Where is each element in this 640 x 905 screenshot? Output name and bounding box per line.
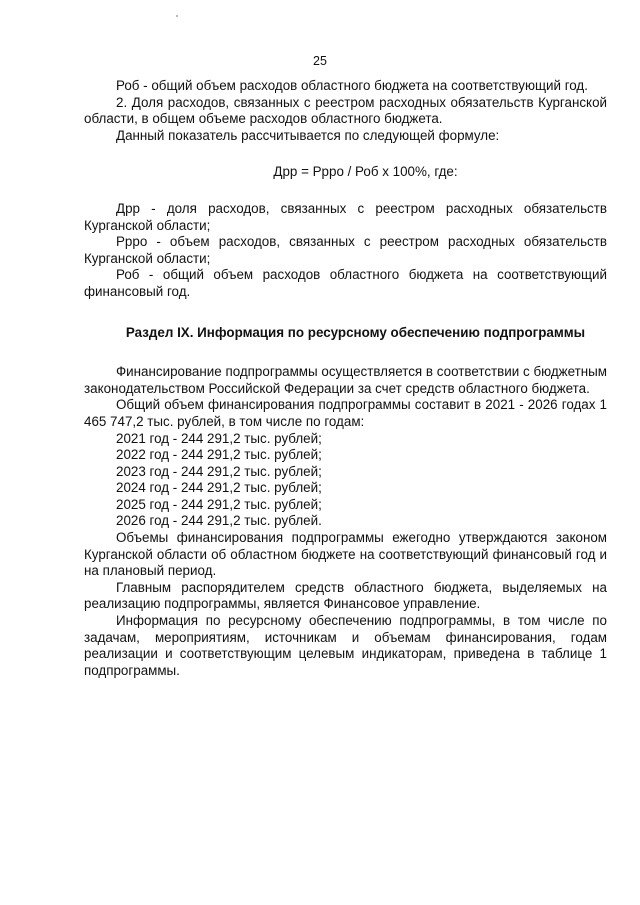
formula: Дрр = Ррро / Роб х 100%, где: <box>273 164 458 180</box>
section-heading: Раздел IX. Информация по ресурсному обеспечению подпрограммы <box>125 324 586 340</box>
year-line: 2025 год - 244 291,2 тыс. рублей; <box>116 496 322 512</box>
year-line: 2021 год - 244 291,2 тыс. рублей; <box>116 430 322 446</box>
scan-speck <box>176 15 178 17</box>
paragraph-formula-intro: Данный показатель рассчитывается по следующей формуле: <box>116 127 500 143</box>
paragraph-main-manager: Главным распорядителем средств областного бюджета, выделяемых на реализацию подпрограммы, является Финансовое управление. <box>84 579 607 612</box>
paragraph-financing-source: Финансирование подпрограммы осуществляется в соответствии с бюджетным законодательством Российской Федерации за счет средств областного бюджета. <box>84 364 607 396</box>
year-line: 2023 год - 244 291,2 тыс. рублей; <box>116 463 322 479</box>
paragraph-indicator-2: 2. Доля расходов, связанных с реестром расходных обязательств Курганской области, в общем объеме расходов областного бюджета. <box>84 94 607 127</box>
year-line: 2022 год - 244 291,2 тыс. рублей; <box>116 447 322 463</box>
page-number: 25 <box>313 54 327 68</box>
paragraph-rob-definition: Роб - общий объем расходов областного бюджета на соответствующий год. <box>116 78 588 93</box>
paragraph-annual-approval: Объемы финансирования подпрограммы ежегодно утверждаются законом Курганской области об областном бюджете на соответствующий финансовый год и на плановый период. <box>84 530 607 579</box>
definition-rob: Роб - общий объем расходов областного бюджета на соответствующий финансовый год. <box>84 267 607 299</box>
definition-drr: Дрр - доля расходов, связанных с реестром расходных обязательств Курганской области; <box>84 200 607 233</box>
year-line: 2024 год - 244 291,2 тыс. рублей; <box>116 480 322 496</box>
year-line: 2026 год - 244 291,2 тыс. рублей. <box>116 513 322 529</box>
definition-rrro: Ррро - объем расходов, связанных с реестром расходных обязательств Курганской области; <box>84 234 607 266</box>
paragraph-table-reference: Информация по ресурсному обеспечению подпрограммы, в том числе по задачам, мероприятиям, источникам и объемам финансирования, годам реализации и соответствующим целевым индикаторам, приведена в таблице 1 подпрограммы. <box>84 613 607 678</box>
paragraph-total-volume: Общий объем финансирования подпрограммы составит в 2021 - 2026 годах 1 465 747,2 тыс. рублей, в том числе по годам: <box>84 397 607 429</box>
page-body <box>84 78 607 679</box>
